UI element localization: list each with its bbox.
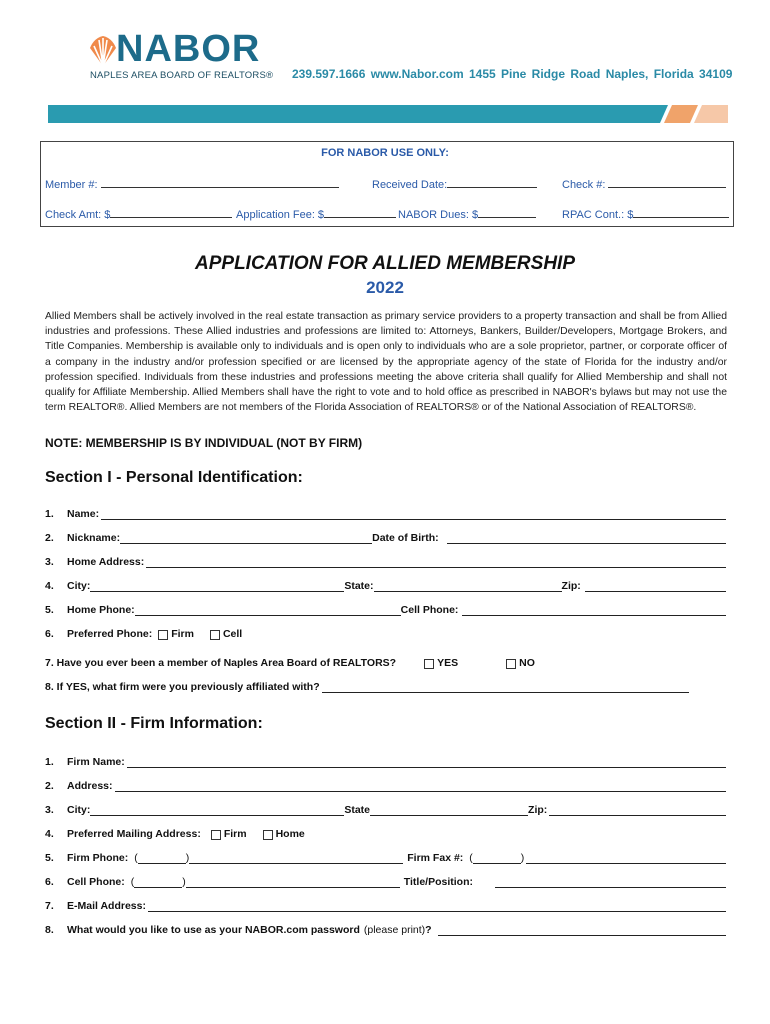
application-fee-line[interactable] xyxy=(324,207,396,218)
firm-cell-input[interactable] xyxy=(186,877,400,888)
title-position-input[interactable] xyxy=(495,877,726,888)
check-num-line[interactable] xyxy=(608,177,726,188)
nickname-row: 2. Nickname: Date of Birth: xyxy=(45,530,728,544)
mailing-firm-checkbox[interactable] xyxy=(211,830,221,840)
firm-phone-area-input[interactable] xyxy=(138,853,186,864)
firm-address-row: 2. Address: xyxy=(45,778,728,792)
member-num-line[interactable] xyxy=(101,177,339,188)
firm-zip-input[interactable] xyxy=(549,805,726,816)
preferred-phone-cell-checkbox[interactable] xyxy=(210,630,220,640)
name-row: 1. Name: xyxy=(45,506,728,520)
q7-yes-checkbox[interactable] xyxy=(424,659,434,669)
contact-line: 239.597.1666 www.Nabor.com 1455 Pine Ridge Road Naples, Florida 34109 xyxy=(292,67,733,81)
name-input[interactable] xyxy=(101,509,726,520)
membership-note: NOTE: MEMBERSHIP IS BY INDIVIDUAL (NOT BY FIRM) xyxy=(45,436,363,450)
city-row: 4. City: State: Zip: xyxy=(45,578,728,592)
year: 2022 xyxy=(366,278,404,297)
dob-input[interactable] xyxy=(447,533,726,544)
preferred-phone-firm-checkbox[interactable] xyxy=(158,630,168,640)
firm-phone-row: 5. Firm Phone: ( ) Firm Fax #: ( ) xyxy=(45,850,728,864)
home-address-row: 3. Home Address: xyxy=(45,554,728,568)
city-input[interactable] xyxy=(90,581,344,592)
firm-name-row: 1. Firm Name: xyxy=(45,754,728,768)
received-date-line[interactable] xyxy=(447,177,537,188)
intro-paragraph: Allied Members shall be actively involved in the real estate transaction as primary service providers to a property transaction and shall be from Allied industries and professions. These Allied industries and professions are limited to: Attorneys, Bankers, Builder/Developers, Mortgage Brokers, and Title Companies. Membership is available only to individuals and is open only to individuals who are a sole proprietor, partner, or corporate officer of a company in the industry and/or profession specified or are licensed by the appropriate agency of the state of Florida for the industry and/or profession specified. Individuals from these industries and professions meeting the above criteria shall qualify for Allied Membership and shall not qualify for Affiliate Membership. Allied Members shall have the right to vote and to hold office as prescribed in NABOR's bylaws but may not use the term REALTOR®. Allied Members are not members of the Florida Association of REALTORS® or of the National Association of REALTORS®. xyxy=(45,311,727,414)
cell-phone-input[interactable] xyxy=(462,605,726,616)
phone-row: 5. Home Phone: Cell Phone: xyxy=(45,602,728,616)
nickname-input[interactable] xyxy=(120,533,372,544)
firm-fax-area-input[interactable] xyxy=(473,853,521,864)
nabor-dues-field[interactable]: NABOR Dues: $ xyxy=(398,207,536,221)
firm-fax-input[interactable] xyxy=(526,853,726,864)
password-input[interactable] xyxy=(438,925,726,936)
preferred-phone-row: 6. Preferred Phone: Firm Cell xyxy=(45,628,243,640)
check-amt-field[interactable]: Check Amt: $ xyxy=(45,207,232,221)
firm-city-input[interactable] xyxy=(90,805,344,816)
q8-row: 8. If YES, what firm were you previously affiliated with? xyxy=(45,679,691,693)
firm-cell-row: 6. Cell Phone: ( ) Title/Position: xyxy=(45,874,728,888)
office-use-title: FOR NABOR USE ONLY: xyxy=(321,147,449,159)
q7-row: 7. Have you ever been a member of Naples Area Board of REALTORS? YES NO xyxy=(45,657,535,669)
firm-city-row: 3. City: State Zip: xyxy=(45,802,728,816)
email-input[interactable] xyxy=(148,901,726,912)
page-title: APPLICATION FOR ALLIED MEMBERSHIP xyxy=(195,253,575,274)
home-address-input[interactable] xyxy=(146,557,726,568)
check-amt-line[interactable] xyxy=(110,207,232,218)
home-phone-input[interactable] xyxy=(135,605,401,616)
zip-input[interactable] xyxy=(585,581,726,592)
password-row: 8. What would you like to use as your NABOR.com password (please print) ? xyxy=(45,922,728,936)
rpac-cont-line[interactable] xyxy=(633,207,729,218)
firm-name-input[interactable] xyxy=(127,757,726,768)
firm-cell-area-input[interactable] xyxy=(134,877,182,888)
firm-address-input[interactable] xyxy=(115,781,726,792)
previous-firm-input[interactable] xyxy=(322,682,689,693)
section-2-heading: Section II - Firm Information: xyxy=(45,715,263,732)
application-fee-field[interactable]: Application Fee: $ xyxy=(236,207,396,221)
header-band xyxy=(48,105,728,123)
firm-phone-input[interactable] xyxy=(189,853,403,864)
check-num-field[interactable]: Check #: xyxy=(562,177,726,191)
logo-subtitle: NAPLES AREA BOARD OF REALTORS® xyxy=(90,70,274,81)
rpac-cont-field[interactable]: RPAC Cont.: $ xyxy=(562,207,729,221)
firm-state-input[interactable] xyxy=(370,805,528,816)
mailing-home-checkbox[interactable] xyxy=(263,830,273,840)
state-input[interactable] xyxy=(374,581,562,592)
q7-no-checkbox[interactable] xyxy=(506,659,516,669)
nabor-dues-line[interactable] xyxy=(478,207,536,218)
member-num-field[interactable]: Member #: xyxy=(45,177,339,191)
logo-text: NABOR xyxy=(116,28,261,70)
section-1-heading: Section I - Personal Identification: xyxy=(45,469,303,486)
received-date-field[interactable]: Received Date: xyxy=(372,177,537,191)
shell-icon xyxy=(88,34,118,68)
mailing-row: 4. Preferred Mailing Address: Firm Home xyxy=(45,828,305,840)
email-row: 7. E-Mail Address: xyxy=(45,898,728,912)
